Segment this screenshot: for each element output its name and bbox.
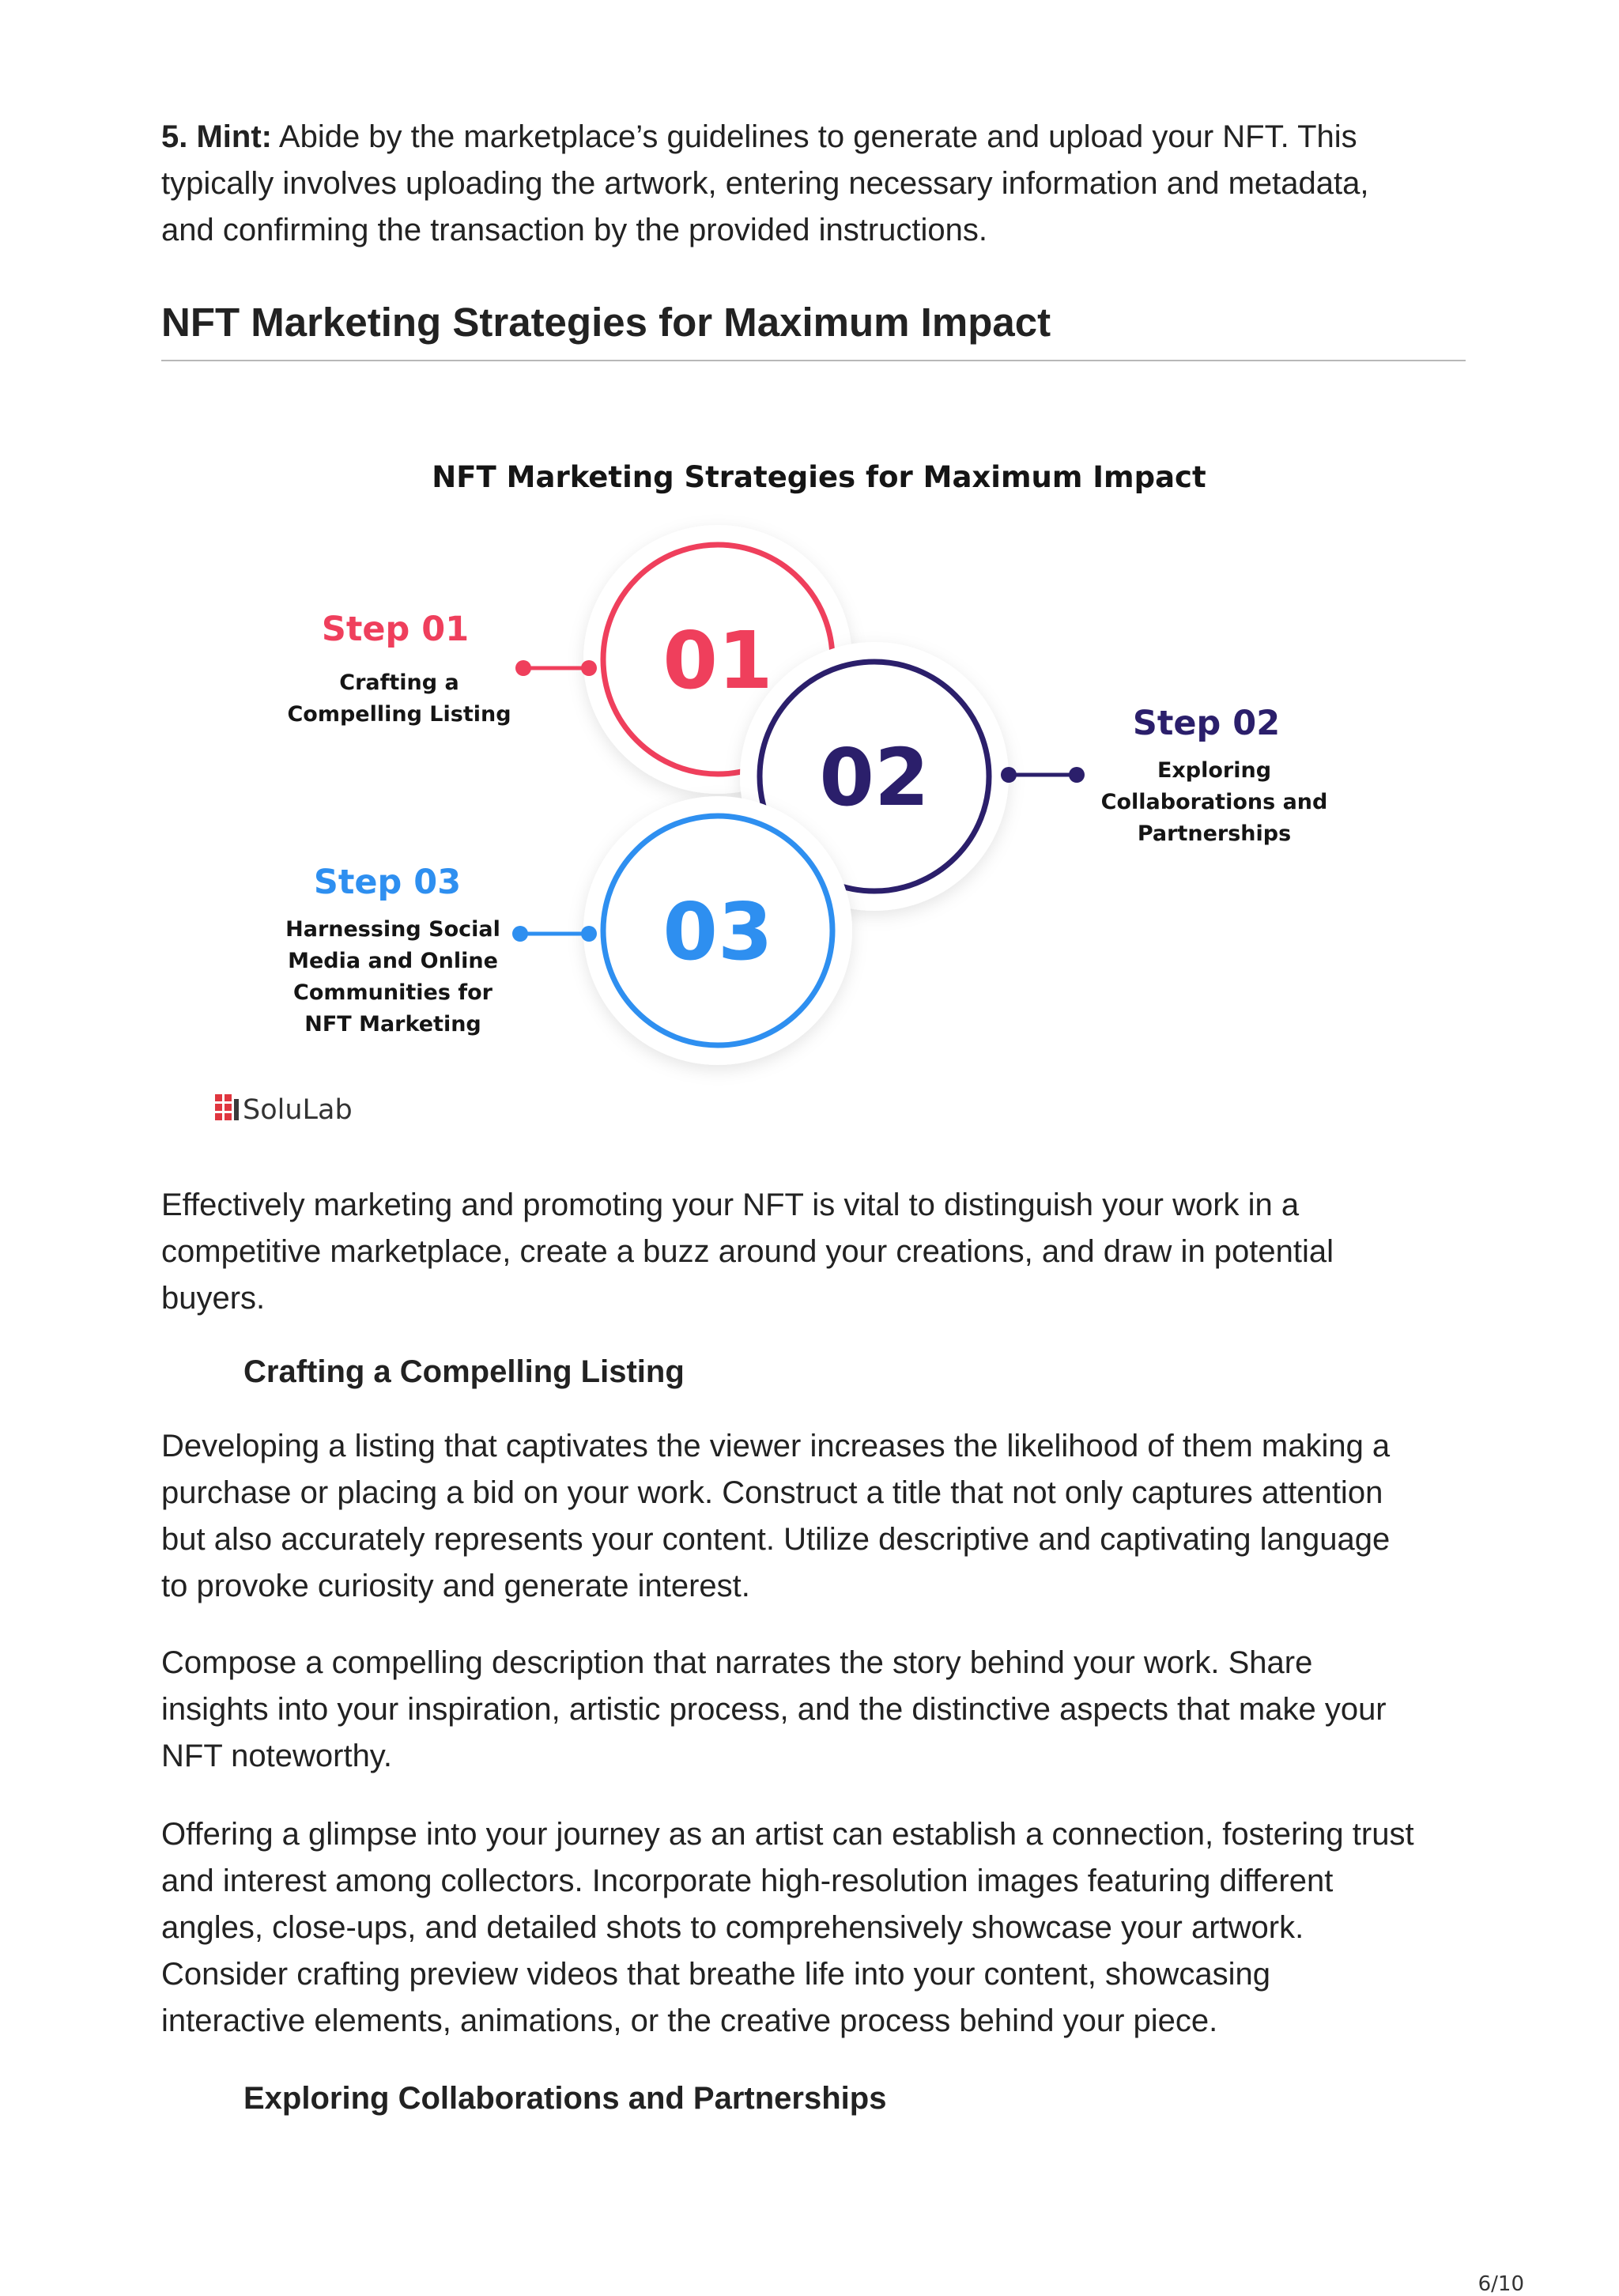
section-heading: NFT Marketing Strategies for Maximum Impact bbox=[161, 300, 1051, 345]
solulab-logo-icon bbox=[215, 1094, 239, 1120]
p3-line-1: Compose a compelling description that narrates the story behind your work. Share bbox=[161, 1645, 1313, 1680]
step-01-connector bbox=[515, 660, 597, 676]
step-02-desc-2: Collaborations and bbox=[1100, 790, 1328, 814]
p4-line-4: Consider crafting preview videos that breathe life into your content, showcasing bbox=[161, 1957, 1270, 1992]
step-01-number: 01 bbox=[662, 614, 773, 707]
step-03-desc-4: NFT Marketing bbox=[304, 1012, 481, 1037]
step-03-desc-3: Communities for bbox=[293, 980, 492, 1005]
step-01-desc-2: Compelling Listing bbox=[287, 702, 511, 727]
p2-line-2: purchase or placing a bid on your work. Construct a title that not only captures attention bbox=[161, 1475, 1383, 1510]
step-01-label: Step 01 bbox=[321, 610, 470, 649]
mint-label: 5. Mint: bbox=[161, 119, 272, 154]
p3-line-2: insights into your inspiration, artistic process, and the distinctive aspects that make your bbox=[161, 1692, 1387, 1727]
marketing-intro-paragraph bbox=[161, 1182, 1466, 1322]
p3-line-3: NFT noteworthy. bbox=[161, 1739, 392, 1773]
p1-line-1: Effectively marketing and promoting your NFT is vital to distinguish your work in a bbox=[161, 1188, 1300, 1222]
journey-paragraph bbox=[161, 1811, 1466, 2045]
mint-line-1: Abide by the marketplace’s guidelines to generate and upload your NFT. This bbox=[271, 119, 1357, 154]
p4-line-5: interactive elements, animations, or the creative process behind your piece. bbox=[161, 2003, 1218, 2038]
solulab-logo-text: SoluLab bbox=[243, 1094, 353, 1126]
p4-line-2: and interest among collectors. Incorporate high-resolution images featuring different bbox=[161, 1864, 1334, 1898]
step-02-label: Step 02 bbox=[1132, 704, 1281, 743]
step-03-desc-1: Harnessing Social bbox=[285, 917, 500, 942]
page-number: 6/10 bbox=[1477, 2272, 1524, 2296]
step-03-number: 03 bbox=[662, 886, 773, 978]
exploring-heading: Exploring Collaborations and Partnerships bbox=[243, 2081, 887, 2116]
solulab-logo bbox=[215, 1094, 353, 1126]
p4-line-3: angles, close-ups, and detailed shots to comprehensively showcase your artwork. bbox=[161, 1910, 1304, 1945]
p1-line-3: buyers. bbox=[161, 1281, 266, 1316]
p2-line-1: Developing a listing that captivates the viewer increases the likelihood of them making a bbox=[161, 1429, 1391, 1463]
crafting-heading: Crafting a Compelling Listing bbox=[243, 1354, 685, 1389]
infographic-title: NFT Marketing Strategies for Maximum Impact bbox=[432, 460, 1206, 494]
step-02-number: 02 bbox=[819, 731, 930, 824]
mint-line-2: typically involves uploading the artwork, entering necessary information and metadata, bbox=[161, 166, 1369, 201]
listing-paragraph bbox=[161, 1423, 1466, 1610]
step-03-connector bbox=[512, 926, 597, 942]
step-02-desc-1: Exploring bbox=[1157, 758, 1272, 783]
step-03-desc-2: Media and Online bbox=[288, 949, 498, 973]
step-03-circle bbox=[583, 796, 852, 1065]
mint-line-3: and confirming the transaction by the provided instructions. bbox=[161, 213, 988, 247]
step-03-label: Step 03 bbox=[313, 863, 462, 902]
p4-line-1: Offering a glimpse into your journey as an artist can establish a connection, fostering trust bbox=[161, 1817, 1414, 1852]
p2-line-4: to provoke curiosity and generate interest. bbox=[161, 1569, 750, 1603]
step-02-desc-3: Partnerships bbox=[1137, 821, 1292, 846]
step-01-desc-1: Crafting a bbox=[339, 670, 459, 695]
p2-line-3: but also accurately represents your content. Utilize descriptive and captivating language bbox=[161, 1522, 1391, 1557]
description-paragraph bbox=[161, 1640, 1466, 1780]
p1-line-2: competitive marketplace, create a buzz around your creations, and draw in potential bbox=[161, 1234, 1334, 1269]
step-02-connector bbox=[1001, 767, 1085, 783]
